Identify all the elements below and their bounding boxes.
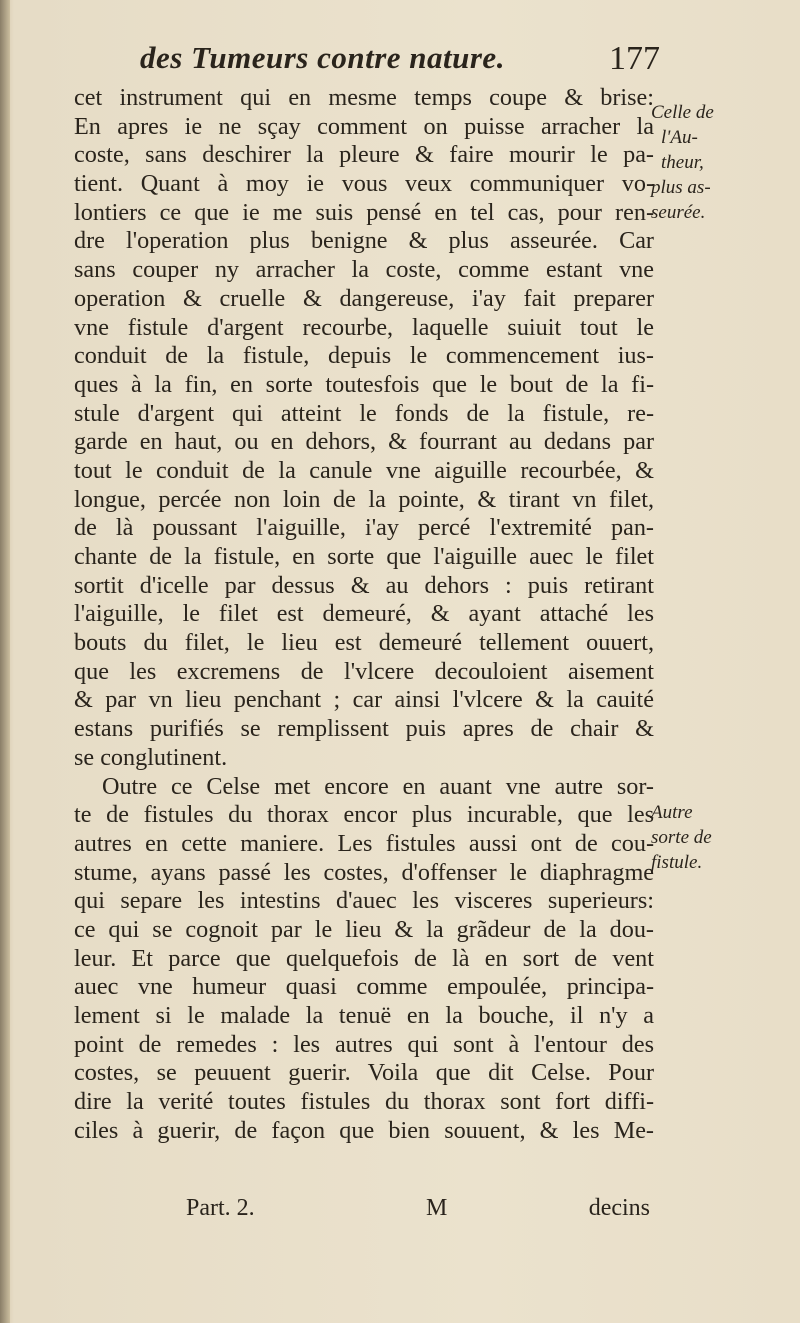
text-line: lement si le malade la tenuë en la bouche, il n'y a <box>74 1002 654 1029</box>
page-footer <box>74 1195 654 1229</box>
text-line: sortit d'icelle par dessus & au dehors : puis retirant <box>74 571 654 599</box>
margin-note-author-method <box>651 100 791 225</box>
text-line: ce qui se cognoit par le lieu & la grãdeur de la dou- <box>74 915 654 943</box>
text-line: qui separe les intestins d'auec les visceres superieurs: <box>74 887 654 915</box>
text-line: dre l'operation plus benigne & plus asseurée. Car <box>74 227 654 255</box>
text-line: operation & cruelle & dangereuse, i'ay fait preparer <box>74 284 654 312</box>
page-header <box>140 40 660 84</box>
margin-note-line: plus as- <box>651 177 711 198</box>
text-line: de là poussant l'aiguille, i'ay percé l'extremité pan- <box>74 514 654 542</box>
text-line: leur. Et parce que quelquefois de là en sort de vent <box>74 944 654 972</box>
text-line: & par vn lieu penchant ; car ainsi l'vlcere & la cauité <box>74 686 654 714</box>
binding-gutter <box>0 0 10 1323</box>
body-text <box>74 84 654 1145</box>
text-line: dire la verité toutes fistules du thorax sont fort diffi- <box>74 1088 654 1116</box>
text-line: tout le conduit de la canule vne aiguille recourbée, & <box>74 456 654 484</box>
margin-note-line: Celle de <box>651 102 714 123</box>
text-line: tient. Quant à moy ie vous veux communiquer vo- <box>74 170 654 198</box>
text-line: estans purifiés se remplissent puis apres de chair & <box>74 715 654 743</box>
text-line: lontiers ce que ie me suis pensé en tel cas, pour ren- <box>74 198 654 226</box>
text-line: autres en cette maniere. Les fistules aussi ont de cou- <box>74 829 654 857</box>
margin-note-line: sorte de <box>651 827 712 848</box>
text-line: point de remedes : les autres qui sont à l'entour des <box>74 1030 654 1058</box>
text-line: garde en haut, ou en dehors, & fourrant au dedans par <box>74 428 654 456</box>
catchword: decins <box>588 1195 650 1221</box>
margin-note-line: theur, <box>661 152 704 173</box>
text-line: conduit de la fistule, depuis le commencement ius- <box>74 342 654 370</box>
text-line: ques à la fin, en sorte toutesfois que le bout de la fi- <box>74 370 654 398</box>
text-line: ciles à guerir, de façon que bien souuent, & les Me- <box>74 1116 654 1144</box>
text-line: te de fistules du thorax encor plus incurable, que les <box>74 801 654 829</box>
text-line: stule d'argent qui atteint le fonds de la fistule, re- <box>74 399 654 427</box>
text-line: que les excremens de l'vlcere decouloient aisement <box>74 657 654 685</box>
text-line: chante de la fistule, en sorte que l'aiguille auec le filet <box>74 543 654 570</box>
margin-note-line: seurée. <box>651 202 706 223</box>
signature-mark: Part. 2. <box>186 1195 255 1221</box>
margin-note-line: Autre <box>651 802 693 823</box>
text-line: coste, sans deschirer la pleure & faire mourir le pa- <box>74 141 654 169</box>
gathering-signature: M <box>426 1195 448 1221</box>
margin-note-line: fistule. <box>651 852 703 873</box>
text-line: vne fistule d'argent recourbe, laquelle suiuit tout le <box>74 313 654 341</box>
text-line: stume, ayans passé les costes, d'offenser le diaphragme <box>74 858 654 886</box>
text-line: l'aiguille, le filet est demeuré, & ayant attaché les <box>74 600 654 628</box>
running-title: des Tumeurs contre nature. <box>140 40 505 75</box>
margin-note-line: l'Au- <box>661 127 698 148</box>
text-line: En apres ie ne sçay comment on puisse arracher la <box>74 112 654 140</box>
text-line: se conglutinent. <box>74 743 228 771</box>
text-line: Outre ce Celse met encore en auant vne autre sor- <box>102 772 654 800</box>
margin-note-other-fistula <box>651 800 791 875</box>
text-line: cet instrument qui en mesme temps coupe & brise: <box>74 84 654 111</box>
text-line: bouts du filet, le lieu est demeuré tellement ouuert, <box>74 629 654 657</box>
text-line: longue, percée non loin de la pointe, & tirant vn filet, <box>74 485 654 513</box>
page-number: 177 <box>609 40 660 77</box>
text-line: costes, se peuuent guerir. Voila que dit Celse. Pour <box>74 1059 654 1087</box>
text-line: sans couper ny arracher la coste, comme estant vne <box>74 256 654 284</box>
text-line: auec vne humeur quasi comme empoulée, principa- <box>74 973 654 1001</box>
